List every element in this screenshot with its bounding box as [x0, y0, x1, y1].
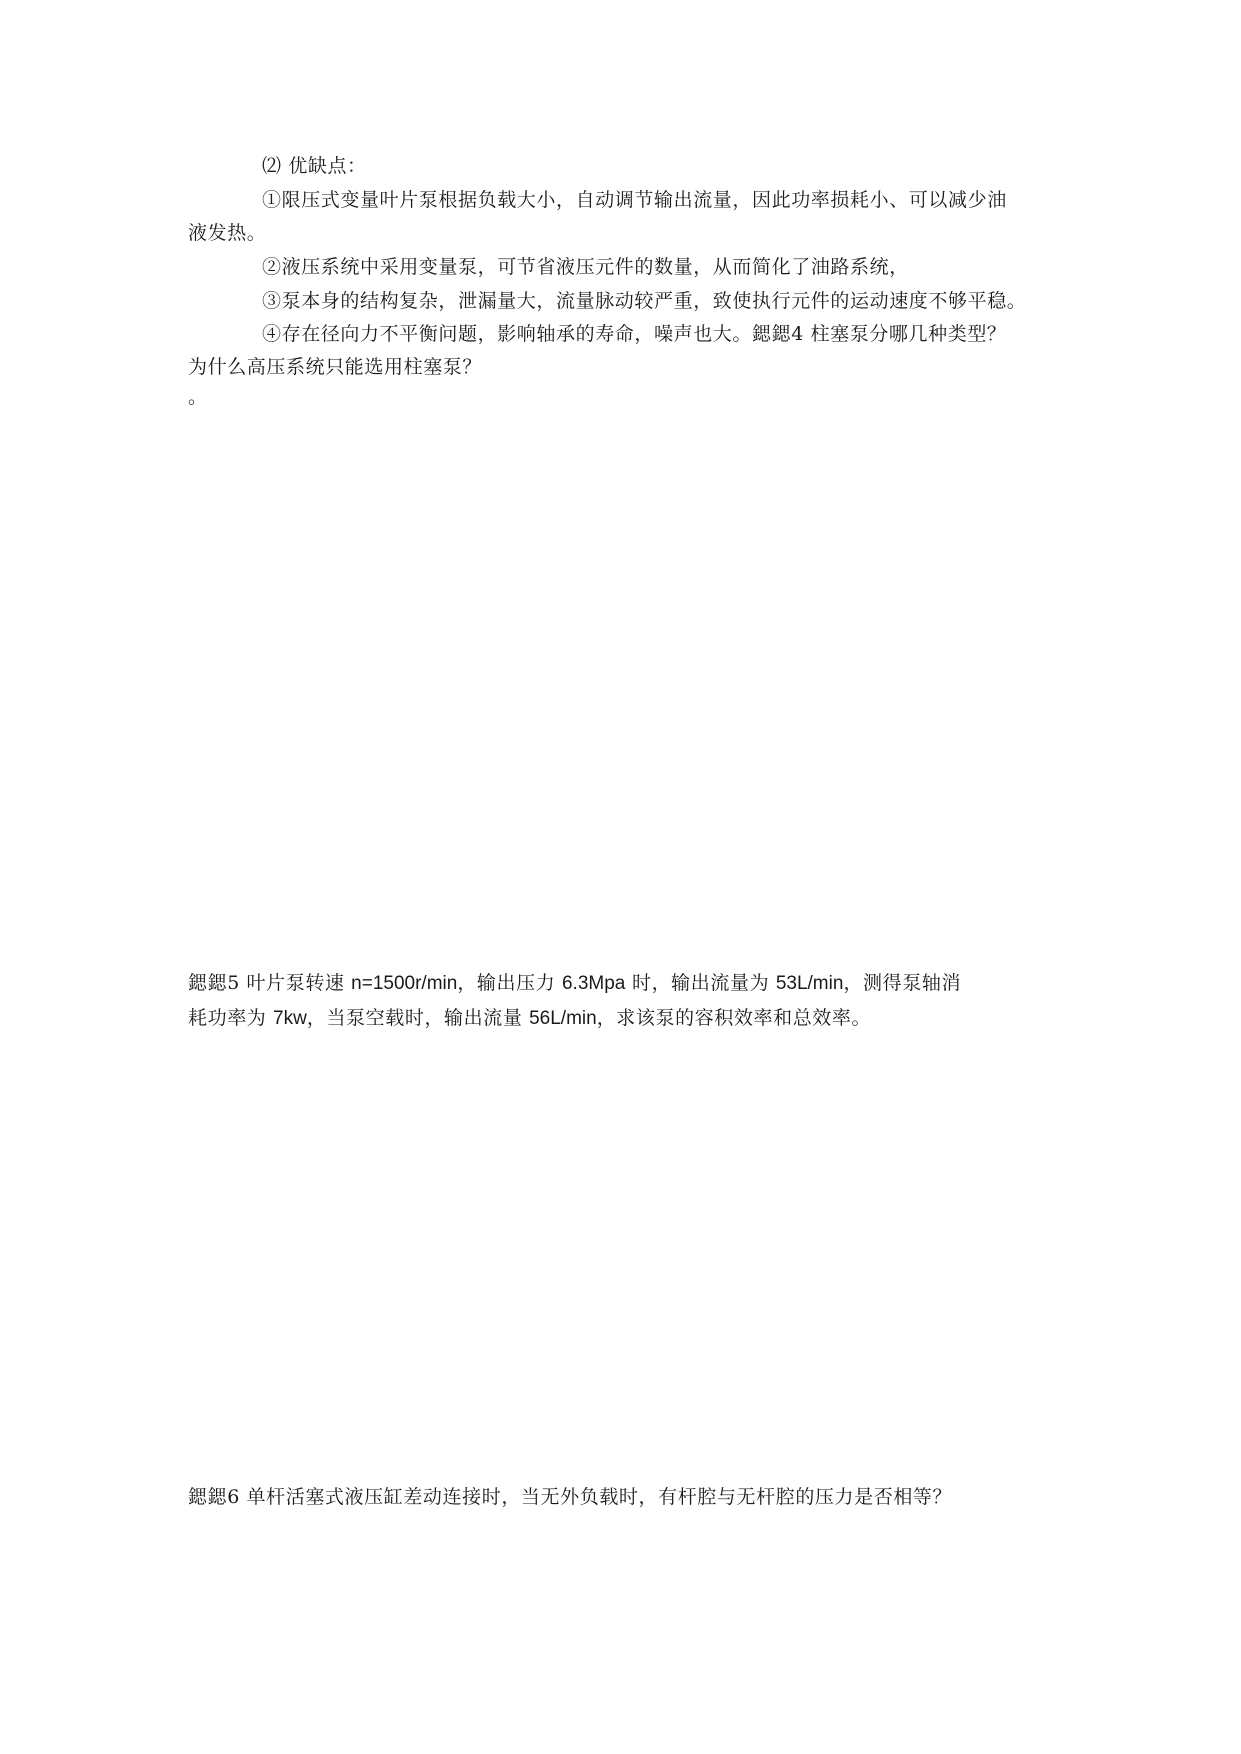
point-2: ②液压系统中采用变量泵，可节省液压元件的数量，从而简化了油路系统，	[262, 256, 909, 278]
question-5-text-b: 时，输出流量为	[625, 972, 776, 994]
question-5-text-a: ，输出压力	[457, 972, 562, 994]
point-4-line-2: 为什么高压系统只能选用柱塞泵？	[188, 356, 483, 378]
question-5-line-2	[188, 1006, 871, 1031]
trailing-period: 。	[188, 386, 208, 408]
question-5-prefix: 鍶鍶5 叶片泵转速	[188, 972, 352, 994]
question-5-text-e: ，当泵空载时，输出流量	[306, 1007, 530, 1029]
point-1-line-2: 液发热。	[188, 222, 267, 244]
pressure-value: 6.3Mpa	[561, 973, 626, 994]
question-5-line-1	[188, 971, 961, 996]
question-5-text-d: 耗功率为	[188, 1007, 274, 1029]
no-load-flow-value: 56L/min	[529, 1008, 597, 1029]
point-1-line-1: ①限压式变量叶片泵根据负载大小，自动调节输出流量，因此功率损耗小、可以减少油	[262, 189, 1007, 211]
advantages-heading: ⑵ 优缺点：	[262, 155, 367, 177]
question-5-text-f: ，求该泵的容积效率和总效率。	[596, 1007, 872, 1029]
point-3: ③泵本身的结构复杂，泄漏量大，流量脉动较严重，致使执行元件的运动速度不够平稳。	[262, 290, 1027, 312]
question-5-text-c: ，测得泵轴消	[843, 972, 962, 994]
question-6: 鍶鍶6 单杆活塞式液压缸差动连接时，当无外负载时，有杆腔与无杆腔的压力是否相等？	[188, 1486, 953, 1508]
pump-speed-value: n=1500r/min	[351, 973, 458, 994]
flow-value: 53L/min	[775, 973, 844, 994]
point-4-line-1: ④存在径向力不平衡问题，影响轴承的寿命，噪声也大。鍶鍶4 柱塞泵分哪几种类型？	[262, 323, 1007, 345]
power-value: 7kw	[273, 1008, 307, 1029]
